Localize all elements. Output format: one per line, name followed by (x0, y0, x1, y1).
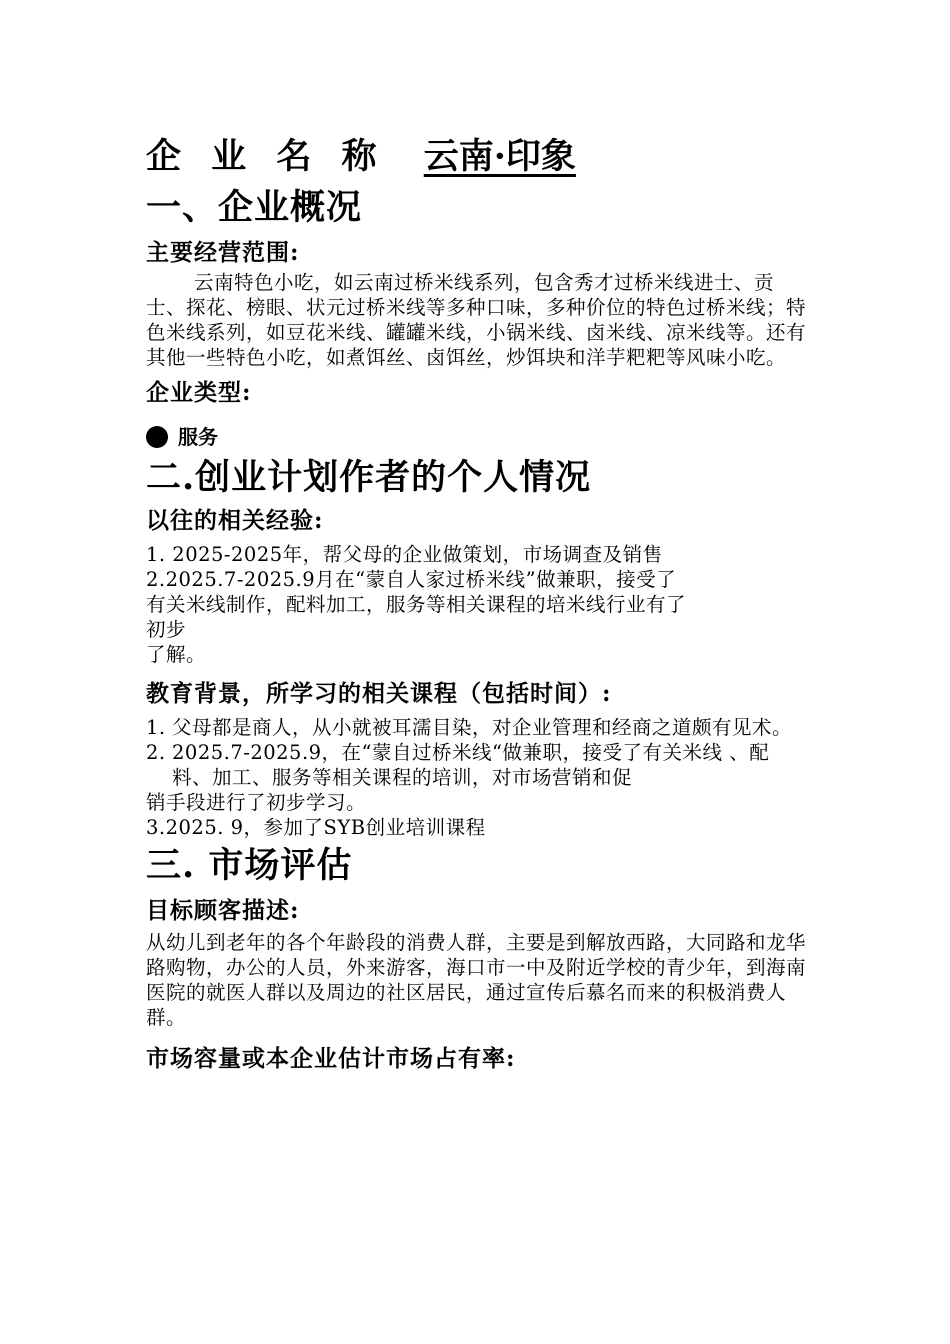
experience-line: 初步 (146, 618, 187, 641)
experience-line: 了解。 (146, 643, 207, 666)
education-item (146, 715, 808, 740)
bullet-dot-icon (146, 426, 168, 448)
education-item-number: 1. (146, 716, 166, 739)
section-2-title: 二.创业计划作者的个人情况 (146, 457, 592, 498)
company-name-label: 企 业 名 称 (146, 136, 386, 177)
business-scope-heading: 主要经营范围: (146, 239, 300, 266)
business-type-heading: 企业类型: (146, 379, 252, 406)
business-type-value: 服务 (178, 425, 218, 449)
experience-line: 有关米线制作，配料加工，服务等相关课程的培米线行业有了 (146, 593, 687, 616)
education-item-text: 2025.7-2025.9，在“蒙自过桥米线“做兼职，接受了有关米线 、配料、加工、服务等相关课程的培训，对市场营销和促 (172, 741, 770, 789)
education-item-number: 2. (146, 741, 166, 764)
education-list (146, 715, 808, 840)
education-item (146, 740, 808, 790)
education-heading: 教育背景，所学习的相关课程（包括时间）: (146, 680, 612, 707)
education-tail-line: 销手段进行了初步学习。 (146, 791, 367, 814)
section-1-title: 一、企业概况 (146, 187, 363, 228)
education-item-text: 父母都是商人，从小就被耳濡目染，对企业管理和经商之道颇有见术。 (172, 716, 793, 739)
experience-heading: 以往的相关经验: (146, 507, 324, 534)
experience-line: 1. 2025-2025年，帮父母的企业做策划，市场调查及销售 (146, 543, 663, 566)
market-share-heading: 市场容量或本企业估计市场占有率: (146, 1045, 516, 1072)
business-scope-text: 云南特色小吃，如云南过桥米线系列，包含秀才过桥米线进士、贡士、探花、榜眼、状元过桥米线等多种口味，多种价位的特色过桥米线；特色米线系列，如豆花米线、罐罐米线，小锅米线、卤米线、凉米线等。还有其他一些特色小吃，如煮饵丝、卤饵丝，炒饵块和洋芋粑粑等风味小吃。 (146, 271, 807, 369)
document-page (146, 134, 808, 1074)
experience-list (146, 542, 808, 667)
business-type-item (146, 422, 808, 452)
target-customer-text: 从幼儿到老年的各个年龄段的消费人群，主要是到解放西路，大同路和龙华路购物，办公的人员，外来游客，海口市一中及附近学校的青少年，到海南医院的就医人群以及周边的社区居民，通过宣传后慕名而来的积极消费人群。 (146, 931, 807, 1029)
company-name-line (146, 134, 808, 184)
target-customer-heading: 目标顾客描述: (146, 897, 300, 924)
company-name-value: 云南·印象 (423, 136, 576, 177)
experience-line: 2.2025.7-2025.9月在“蒙自人家过桥米线”做兼职，接受了 (146, 568, 677, 591)
section-3-title: 三. 市场评估 (146, 845, 353, 886)
education-tail-line: 3.2025. 9，参加了SYB创业培训课程 (146, 816, 486, 839)
